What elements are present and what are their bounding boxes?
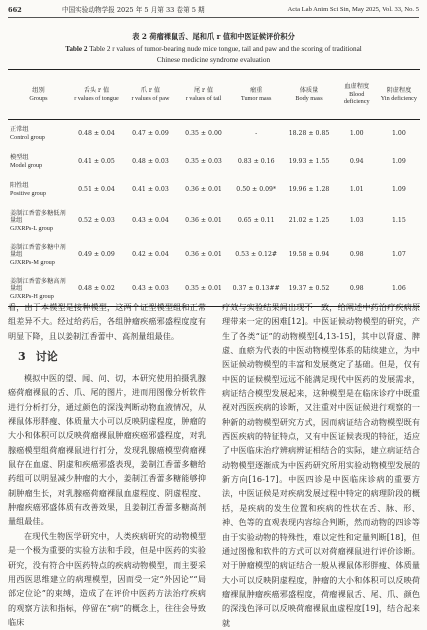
tongue-cell: 0.52 ± 0.03 <box>78 217 115 225</box>
table-row <box>8 120 420 149</box>
blood-cell: 0.94 <box>349 158 364 166</box>
group-cell: 姜制江香蕾多糖高剂量组 GJXRPs-H group <box>10 277 66 300</box>
table-header-row <box>8 70 420 120</box>
running-header <box>8 4 419 16</box>
column-header-tongue: 舌头 r 值 r values of tongue <box>74 86 119 102</box>
yin-cell: 1.09 <box>392 158 406 166</box>
column-header-paw: 爪 r 值 r values of paw <box>131 86 170 102</box>
table-row <box>8 148 420 176</box>
body-mass-cell: 19.37 ± 0.52 <box>288 285 330 293</box>
group-cell: 姜制江香蕾多糖低剂量组 GJXRPs-L group <box>10 209 66 232</box>
blood-cell: 0.98 <box>349 285 364 293</box>
tail-cell: 0.36 ± 0.01 <box>185 217 222 225</box>
tongue-cell: 0.51 ± 0.04 <box>78 186 115 194</box>
body-mass-cell: 18.28 ± 0.85 <box>288 130 330 138</box>
yin-cell: 1.15 <box>392 217 406 225</box>
table-caption-cn: 表 2 荷瘤裸鼠舌、尾和爪 r 值和中医证候评价积分 <box>132 32 295 41</box>
paw-cell: 0.43 ± 0.03 <box>132 285 169 293</box>
tail-cell: 0.36 ± 0.01 <box>185 186 222 194</box>
group-cell: 模型组 Model group <box>10 154 43 169</box>
table-caption-en: Table 2 Table 2 r values of tumor-bearing nude mice tongue, tail and paw and the scoring of traditional <box>65 45 362 53</box>
paw-cell: 0.42 ± 0.04 <box>132 251 169 259</box>
continued-paragraph: 看，由于本模型是接种模型，这两个证型模型组和正常组差异不大。经过给药后，各组肿瘤疾癌邪盛程度度有明显下降，且以姜制江香蕾中、高剂量组最佳。 <box>8 302 206 341</box>
paw-cell: 0.47 ± 0.09 <box>132 130 169 138</box>
paw-cell: 0.48 ± 0.03 <box>132 158 169 166</box>
tumor-cell: - <box>255 130 258 138</box>
body-mass-cell: 21.02 ± 1.25 <box>288 217 330 225</box>
table-row <box>8 238 420 272</box>
body-mass-cell: 19.93 ± 1.55 <box>288 158 330 166</box>
header-rule <box>8 17 419 18</box>
section-title: 讨论 <box>35 350 58 364</box>
tongue-cell: 0.41 ± 0.05 <box>78 158 115 166</box>
left-column <box>8 300 206 629</box>
yin-cell: 1.09 <box>392 186 406 194</box>
group-cell: 阳性组 Positive group <box>10 182 46 197</box>
blood-cell: 0.98 <box>349 251 364 259</box>
tumor-cell: 0.53 ± 0.12# <box>235 251 278 259</box>
results-table <box>8 69 420 307</box>
tongue-cell: 0.48 ± 0.02 <box>78 285 115 293</box>
tongue-cell: 0.49 ± 0.09 <box>78 251 115 259</box>
blood-cell: 1.00 <box>349 130 364 138</box>
tail-cell: 0.36 ± 0.01 <box>185 251 222 259</box>
table-row <box>8 204 420 238</box>
tongue-cell: 0.48 ± 0.04 <box>78 130 115 138</box>
body-mass-cell: 19.58 ± 0.94 <box>288 251 330 259</box>
tumor-cell: 0.65 ± 0.11 <box>237 217 275 225</box>
section-number: 3 <box>18 350 26 364</box>
table-caption-en-continued: Chinese medicine syndrome evaluation <box>156 56 271 64</box>
paw-cell: 0.41 ± 0.03 <box>132 186 169 194</box>
table-row <box>8 176 420 204</box>
tumor-cell: 0.83 ± 0.16 <box>237 158 275 166</box>
discussion-paragraph-2: 在现代生物医学研究中，人类疾病研究的动物模型是一个极为重要的实验方法和手段，但是中医药的实验研究，没有符合中医药特点的疾病动物模型，而主要采用西医思维建立的病理模型，因而受一定“外因论”“局部定位论”的束缚，造成了在评价中医药方法治疗疾病的观察方法和指标，停留在“病”的概念上，往往会导致临床 <box>8 530 206 627</box>
paw-cell: 0.43 ± 0.04 <box>132 217 169 225</box>
column-header-yin: 阴虚程度 Yin deficiency <box>380 86 418 102</box>
page-number: 662 <box>8 6 22 14</box>
column-header-body-mass: 体质量 Body mass <box>295 86 323 102</box>
blood-cell: 1.03 <box>349 217 364 225</box>
right-column <box>222 300 420 630</box>
blood-cell: 1.01 <box>349 186 364 194</box>
right-column-paragraph: 疗效与实验结果间出现不一致，给阐述中药治疗疾病原理带来一定的困难[12]。中医证候动物模型的研究，产生了各类“证”的动物模型[4,13-15]，其中以肾虚、脾虚、血瘀为代表的中医动物模型体系的陆续建立，为中医证候动物模型的丰富和发展奠定了基础。但是，仅有中医的证候模型远远不能满足现代中医药的发展需求，病证结合模型发展起来，这种模型是在临床诊疗中既重视对西医疾病的诊断，又注重对中医证候进行观察的一种新的动物模型研究方式，因而病证结合动物模型既有西医疾病的特征特点，又有中医证候表现的特征，适应了中医临床治疗辨病辨证相结合的实际，建立病证结合动物模型逐渐成为中医药研究所用实验动物模型发展的新方向[16-17]。中医四诊是中医临床诊病的重要方法，中医证候是对疾病发展过程中特定的病理阶段的概括，是疾病的发生位置和疾病的性状在舌、脉、形、神、色等的直观表现内容综合判断，然而动物的四诊等由于实验动物的特殊性，难以定性和定量判断[18]，但通过图像和软件的方式可以对荷瘤裸鼠进行评价诊断。对于肿瘤模型的病证结合一般从裸鼠体形胖瘦、体质量大小可以反映阴虚程度，肿瘤的大小和体积可以反映荷瘤裸鼠肿瘤疾癌邪盛程度，荷瘤裸鼠舌、尾、爪、颜色的深浅色泽可以反映荷瘤裸鼠血虚程度[19]，结合起来就 <box>222 302 420 628</box>
yin-cell: 1.06 <box>392 285 406 293</box>
tumor-cell: 0.37 ± 0.13## <box>232 285 280 293</box>
discussion-paragraph-1: 模拟中医的望、闻、问、切，本研究使用拍摄乳腺癌荷瘤裸鼠的舌、爪、尾的图片，进而用图像分析软件进行分析打分，通过颜色的深浅判断动物血液情况，从裸鼠体形胖瘦、体质量大小可以反映阴虚程度，肿瘤的大小和体积可以反映荷瘤裸鼠肿瘤疾癌邪盛程度，对乳腺癌模型组荷瘤裸鼠进行打分，发现乳腺癌模型荷瘤裸鼠存在血虚、阴虚和疾癌邪盛表现，姜制江香蕾多糖给药组可以明显减少肿瘤的大小，姜制江香蕾多糖能够抑制肿瘤生长，对乳腺癌荷瘤裸鼠血虚程度、阴虚程度、肿瘤疾癌邪盛体质有改善效果，且姜制江香蕾多糖高剂量组最佳。 <box>8 373 206 527</box>
column-header-groups: 组别 Groups <box>29 86 48 102</box>
yin-cell: 1.00 <box>392 130 406 138</box>
tumor-cell: 0.50 ± 0.09* <box>236 186 277 194</box>
group-cell: 姜制江香蕾多糖中剂量组 GJXRPs-M group <box>10 243 66 266</box>
section-heading <box>8 350 206 364</box>
journal-title-en: Acta Lab Anim Sci Sin, May 2025, Vol. 33, No. 5 <box>287 6 419 13</box>
group-cell: 正常组 Control group <box>10 126 45 141</box>
column-header-blood: 血虚程度 Blood deficiency <box>343 83 370 106</box>
tail-cell: 0.35 ± 0.00 <box>185 130 222 138</box>
tail-cell: 0.35 ± 0.03 <box>185 158 222 166</box>
journal-title-cn: 中国实验动物学报 2025 年 5 月第 33 卷第 5 期 <box>62 6 205 14</box>
body-mass-cell: 19.96 ± 1.28 <box>288 186 330 194</box>
column-header-tumor: 瘤重 Tumor mass <box>240 86 272 102</box>
yin-cell: 1.07 <box>392 251 406 259</box>
tail-cell: 0.35 ± 0.01 <box>185 285 222 293</box>
column-header-tail: 尾 r 值 r values of tail <box>185 86 222 102</box>
